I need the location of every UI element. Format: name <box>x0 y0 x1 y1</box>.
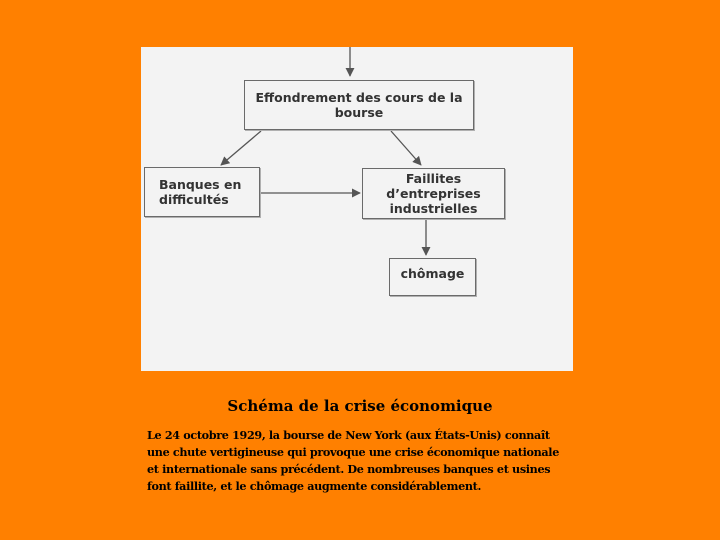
box-bourse-line-2: bourse <box>334 105 384 120</box>
box-banques-line-2: difficultés <box>159 192 229 207</box>
box-faillites-entreprises <box>362 168 505 219</box>
arrow-bourse-to-faillites <box>391 131 421 165</box>
box-bourse-line-1: Effondrement des cours de la <box>255 90 463 105</box>
box-chomage <box>389 258 476 296</box>
box-banques-difficultes <box>144 167 260 217</box>
box-faillites-line-2: industrielles <box>389 201 478 216</box>
caption-line: une chute vertigineuse qui provoque une crise économique nationale <box>147 445 559 459</box>
diagram-panel <box>141 47 573 371</box>
box-faillites-line-1: Faillites d’entreprises <box>386 171 481 201</box>
caption-line: et internationale sans précédent. De nombreuses banques et usines <box>147 462 551 476</box>
box-effondrement-bourse <box>244 80 474 130</box>
caption-line: Le 24 octobre 1929, la bourse de New York (aux États-Unis) connaît <box>147 428 550 442</box>
caption-body <box>147 427 572 495</box>
box-chomage-label: chômage <box>400 266 465 281</box>
caption-line: font faillite, et le chômage augmente considérablement. <box>147 479 481 493</box>
caption-title: Schéma de la crise économique <box>227 397 493 415</box>
arrow-bourse-to-banques <box>221 131 261 165</box>
box-banques-line-1: Banques en <box>159 177 242 192</box>
